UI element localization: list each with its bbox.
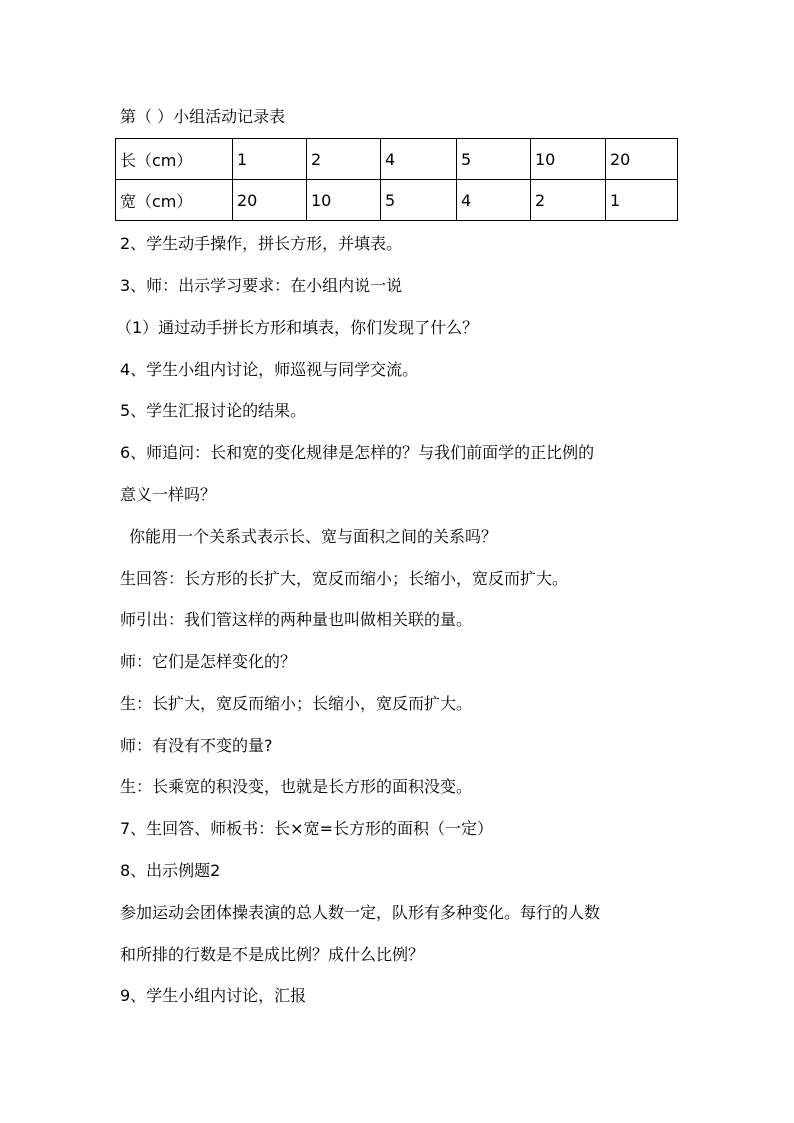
text-line: 师：有没有不变的量?	[120, 736, 273, 755]
text-line: 5、学生汇报讨论的结果。	[120, 401, 307, 420]
text-line: 师引出：我们管这样的两种量也叫做相关联的量。	[120, 610, 473, 629]
table-cell: 2	[307, 139, 381, 180]
text-line: 你能用一个关系式表示长、宽与面积之间的关系吗？	[129, 527, 498, 546]
table-cell: 10	[307, 180, 381, 221]
table-cell: 20	[606, 139, 678, 180]
text-line: （1）通过动手拼长方形和填表，你们发现了什么？	[116, 318, 479, 337]
table-cell: 5	[381, 180, 457, 221]
table-cell: 20	[233, 180, 307, 221]
table-cell: 1	[233, 139, 307, 180]
text-line: 7、生回答、师板书：长×宽=长方形的面积（一定）	[120, 819, 493, 838]
text-line: 生：长扩大，宽反而缩小；长缩小，宽反而扩大。	[120, 694, 473, 713]
table-cell: 长（cm）	[116, 139, 233, 180]
table-row-width	[116, 180, 678, 221]
text-line: 2、学生动手操作，拼长方形，并填表。	[120, 234, 403, 253]
table-row-length	[116, 139, 678, 180]
table-cell: 5	[457, 139, 531, 180]
table-cell: 宽（cm）	[116, 180, 233, 221]
table-cell: 10	[531, 139, 606, 180]
activity-record-table	[115, 138, 678, 221]
table-cell: 4	[457, 180, 531, 221]
text-line: 生：长乘宽的积没变，也就是长方形的面积没变。	[120, 777, 473, 796]
table-cell: 2	[531, 180, 606, 221]
table-cell: 1	[606, 180, 678, 221]
text-line: 4、学生小组内讨论，师巡视与同学交流。	[120, 360, 419, 379]
text-line: 生回答：长方形的长扩大，宽反而缩小；长缩小，宽反而扩大。	[120, 569, 569, 588]
text-line: 师：它们是怎样变化的？	[120, 652, 297, 671]
text-line: 3、师：出示学习要求：在小组内说一说	[120, 276, 403, 295]
text-line: 意义一样吗？	[120, 485, 217, 504]
text-line: 参加运动会团体操表演的总人数一定，队形有多种变化。每行的人数	[120, 903, 601, 922]
table-cell: 4	[381, 139, 457, 180]
text-line: 6、师追问：长和宽的变化规律是怎样的？与我们前面学的正比例的	[120, 443, 595, 462]
text-line: 8、出示例题2	[120, 861, 221, 880]
text-line: 9、学生小组内讨论，汇报	[120, 986, 307, 1005]
text-line: 和所排的行数是不是成比例？成什么比例？	[120, 945, 425, 964]
table-title: 第（ ）小组活动记录表	[120, 107, 286, 126]
